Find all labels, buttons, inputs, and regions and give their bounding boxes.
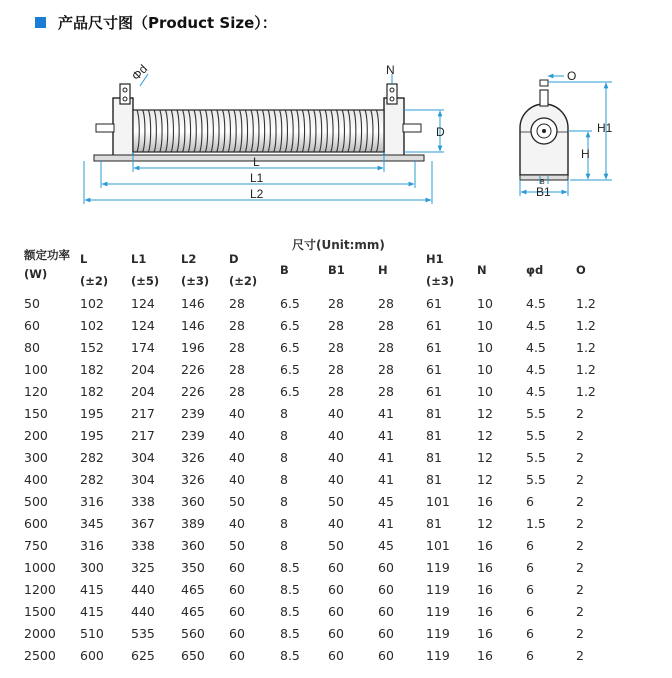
table-cell: 6: [526, 581, 534, 597]
table-cell: 28: [378, 339, 394, 355]
table-cell: 600: [80, 647, 104, 663]
column-header-tolerance: (±3): [181, 274, 210, 288]
table-cell: 4.5: [526, 317, 546, 333]
table-cell: 5.5: [526, 405, 546, 421]
table-row: [20, 556, 620, 578]
table-cell: 345: [80, 515, 104, 531]
table-cell: 28: [378, 317, 394, 333]
label-h: H: [581, 147, 590, 161]
resistor-side-view: [94, 84, 424, 161]
table-cell: 16: [477, 647, 493, 663]
table-cell: 50: [229, 537, 245, 553]
table-cell: 102: [80, 317, 104, 333]
table-cell: 119: [426, 603, 450, 619]
table-cell: 204: [131, 361, 155, 377]
column-header: [422, 248, 473, 292]
table-cell: 40: [328, 449, 344, 465]
table-cell: 440: [131, 603, 155, 619]
column-header-label: H1: [426, 252, 444, 266]
table-cell: 300: [24, 449, 48, 465]
table-cell: 60: [229, 559, 245, 575]
table-cell: 60: [24, 317, 40, 333]
table-cell: 8.5: [280, 581, 300, 597]
table-cell: 16: [477, 581, 493, 597]
table-cell: 8.5: [280, 647, 300, 663]
table-cell: 560: [181, 625, 205, 641]
table-cell: 28: [378, 383, 394, 399]
table-cell: 182: [80, 361, 104, 377]
table-cell: 60: [328, 647, 344, 663]
table-cell: 217: [131, 427, 155, 443]
table-cell: 650: [181, 647, 205, 663]
table-row: [20, 534, 620, 556]
table-cell: 60: [378, 559, 394, 575]
table-cell: 41: [378, 515, 394, 531]
column-header-label: N: [477, 263, 487, 277]
table-cell: 6: [526, 603, 534, 619]
table-cell: 60: [328, 603, 344, 619]
label-b: B: [540, 179, 545, 186]
table-cell: 2: [576, 603, 584, 619]
table-cell: 8: [280, 471, 288, 487]
table-cell: 60: [229, 625, 245, 641]
label-n: N: [386, 63, 395, 77]
column-header: [177, 248, 225, 292]
table-cell: 226: [181, 361, 205, 377]
table-cell: 535: [131, 625, 155, 641]
table-cell: 60: [229, 647, 245, 663]
table-cell: 1.5: [526, 515, 546, 531]
table-cell: 195: [80, 405, 104, 421]
table-cell: 60: [378, 625, 394, 641]
table-cell: 2: [576, 625, 584, 641]
table-cell: 326: [181, 449, 205, 465]
table-cell: 60: [378, 647, 394, 663]
table-cell: 28: [328, 361, 344, 377]
table-cell: 12: [477, 515, 493, 531]
table-cell: 226: [181, 383, 205, 399]
label-d: D: [436, 125, 445, 139]
table-row: [20, 644, 620, 666]
table-cell: 28: [378, 295, 394, 311]
table-cell: 4.5: [526, 383, 546, 399]
table-cell: 41: [378, 427, 394, 443]
table-cell: 174: [131, 339, 155, 355]
label-phi-d: Φd: [128, 61, 151, 84]
table-cell: 28: [328, 295, 344, 311]
table-cell: 28: [229, 361, 245, 377]
table-row: [20, 600, 620, 622]
table-cell: 40: [229, 515, 245, 531]
table-cell: 60: [229, 603, 245, 619]
table-cell: 1000: [24, 559, 56, 575]
table-cell: 2: [576, 427, 584, 443]
table-cell: 6: [526, 537, 534, 553]
label-l: L: [253, 155, 260, 169]
table-row: [20, 380, 620, 402]
table-cell: 60: [378, 603, 394, 619]
table-cell: 217: [131, 405, 155, 421]
spec-table: [20, 248, 620, 666]
table-cell: 465: [181, 581, 205, 597]
table-cell: 28: [328, 317, 344, 333]
table-cell: 600: [24, 515, 48, 531]
table-cell: 8.5: [280, 603, 300, 619]
table-cell: 16: [477, 603, 493, 619]
left-bracket: [113, 98, 133, 156]
column-header-label: φd: [526, 263, 544, 277]
table-cell: 182: [80, 383, 104, 399]
table-cell: 500: [24, 493, 48, 509]
table-cell: 196: [181, 339, 205, 355]
table-row: [20, 468, 620, 490]
table-cell: 2: [576, 515, 584, 531]
table-cell: 6.5: [280, 361, 300, 377]
right-bracket: [384, 98, 404, 156]
table-cell: 12: [477, 427, 493, 443]
column-header-label: B1: [328, 263, 345, 277]
table-cell: 124: [131, 317, 155, 333]
table-cell: 120: [24, 383, 48, 399]
table-cell: 415: [80, 581, 104, 597]
table-row: [20, 358, 620, 380]
table-cell: 1.2: [576, 339, 596, 355]
column-header-label: B: [280, 263, 289, 277]
table-cell: 4.5: [526, 339, 546, 355]
table-cell: 6: [526, 493, 534, 509]
column-header: [324, 248, 374, 292]
table-cell: 10: [477, 295, 493, 311]
table-cell: 1500: [24, 603, 56, 619]
table-cell: 625: [131, 647, 155, 663]
table-cell: 10: [477, 339, 493, 355]
table-cell: 239: [181, 427, 205, 443]
table-cell: 28: [328, 383, 344, 399]
table-cell: 16: [477, 625, 493, 641]
table-cell: 200: [24, 427, 48, 443]
table-cell: 2: [576, 405, 584, 421]
table-cell: 2: [576, 581, 584, 597]
table-cell: 40: [328, 471, 344, 487]
table-cell: 440: [131, 581, 155, 597]
table-cell: 81: [426, 471, 442, 487]
table-cell: 8: [280, 405, 288, 421]
table-cell: 10: [477, 383, 493, 399]
table-cell: 60: [378, 581, 394, 597]
table-cell: 81: [426, 405, 442, 421]
label-l1: L1: [250, 171, 264, 185]
table-cell: 41: [378, 405, 394, 421]
table-cell: 61: [426, 361, 442, 377]
table-cell: 2: [576, 647, 584, 663]
table-cell: 28: [229, 317, 245, 333]
table-cell: 12: [477, 471, 493, 487]
table-row: [20, 424, 620, 446]
table-cell: 1.2: [576, 295, 596, 311]
table-cell: 50: [328, 537, 344, 553]
table-cell: 28: [229, 339, 245, 355]
table-cell: 304: [131, 471, 155, 487]
table-cell: 304: [131, 449, 155, 465]
table-cell: 6.5: [280, 339, 300, 355]
heading-bullet-square: [35, 17, 46, 28]
column-header-tolerance: (±3): [426, 274, 455, 288]
table-cell: 2: [576, 449, 584, 465]
table-cell: 80: [24, 339, 40, 355]
table-cell: 326: [181, 471, 205, 487]
column-header-tolerance: (±5): [131, 274, 160, 288]
table-cell: 50: [24, 295, 40, 311]
column-header: [225, 248, 276, 292]
table-cell: 338: [131, 537, 155, 553]
table-row: [20, 292, 620, 314]
table-cell: 124: [131, 295, 155, 311]
table-cell: 28: [229, 383, 245, 399]
table-row: [20, 336, 620, 358]
unit-caption: 尺寸(Unit:mm): [292, 238, 385, 252]
table-row: [20, 622, 620, 644]
table-cell: 61: [426, 317, 442, 333]
label-h1: H1: [597, 121, 613, 135]
table-cell: 10: [477, 361, 493, 377]
table-cell: 510: [80, 625, 104, 641]
table-cell: 8: [280, 449, 288, 465]
table-cell: 16: [477, 537, 493, 553]
table-cell: 1200: [24, 581, 56, 597]
table-cell: 61: [426, 383, 442, 399]
table-cell: 119: [426, 647, 450, 663]
table-cell: 50: [229, 493, 245, 509]
column-header: [473, 248, 522, 292]
table-cell: 2: [576, 537, 584, 553]
table-cell: 5.5: [526, 427, 546, 443]
table-cell: 8.5: [280, 559, 300, 575]
table-cell: 60: [229, 581, 245, 597]
column-header: [127, 248, 177, 292]
column-header: [20, 248, 76, 292]
column-header-tolerance: (W): [24, 267, 48, 281]
table-cell: 6: [526, 625, 534, 641]
table-cell: 45: [378, 493, 394, 509]
column-header-label: O: [576, 263, 586, 277]
table-cell: 40: [229, 405, 245, 421]
column-header-label: H: [378, 263, 388, 277]
table-cell: 360: [181, 537, 205, 553]
table-cell: 5.5: [526, 449, 546, 465]
table-header-row: [20, 248, 620, 292]
column-header-label: D: [229, 252, 239, 266]
table-row: [20, 446, 620, 468]
table-cell: 60: [328, 581, 344, 597]
column-header-label: 额定功率: [24, 248, 70, 262]
table-cell: 40: [328, 405, 344, 421]
column-header: [76, 248, 127, 292]
table-cell: 45: [378, 537, 394, 553]
table-cell: 316: [80, 537, 104, 553]
table-cell: 101: [426, 537, 450, 553]
column-header-label: L: [80, 252, 88, 266]
table-cell: 81: [426, 427, 442, 443]
table-cell: 1.2: [576, 317, 596, 333]
table-cell: 28: [229, 295, 245, 311]
column-header: [522, 248, 572, 292]
table-cell: 61: [426, 339, 442, 355]
column-header: [276, 248, 324, 292]
table-cell: 12: [477, 449, 493, 465]
table-cell: 2000: [24, 625, 56, 641]
table-cell: 389: [181, 515, 205, 531]
table-cell: 41: [378, 471, 394, 487]
table-cell: 2: [576, 471, 584, 487]
label-o: O: [567, 69, 577, 83]
table-cell: 8: [280, 537, 288, 553]
column-header-label: L2: [181, 252, 197, 266]
table-cell: 750: [24, 537, 48, 553]
product-size-diagram: [0, 52, 672, 212]
table-cell: 101: [426, 493, 450, 509]
table-cell: 119: [426, 625, 450, 641]
table-cell: 465: [181, 603, 205, 619]
table-cell: 367: [131, 515, 155, 531]
table-cell: 41: [378, 449, 394, 465]
table-cell: 28: [328, 339, 344, 355]
table-cell: 152: [80, 339, 104, 355]
table-cell: 6: [526, 647, 534, 663]
table-cell: 6.5: [280, 295, 300, 311]
table-cell: 325: [131, 559, 155, 575]
table-cell: 60: [328, 625, 344, 641]
column-header-tolerance: (±2): [80, 274, 109, 288]
column-header: [374, 248, 422, 292]
table-cell: 300: [80, 559, 104, 575]
table-cell: 16: [477, 559, 493, 575]
table-cell: 400: [24, 471, 48, 487]
table-row: [20, 402, 620, 424]
table-cell: 239: [181, 405, 205, 421]
table-cell: 12: [477, 405, 493, 421]
table-cell: 8: [280, 493, 288, 509]
table-cell: 60: [328, 559, 344, 575]
table-cell: 8.5: [280, 625, 300, 641]
table-cell: 28: [378, 361, 394, 377]
table-cell: 119: [426, 559, 450, 575]
table-cell: 100: [24, 361, 48, 377]
table-cell: 81: [426, 449, 442, 465]
table-cell: 61: [426, 295, 442, 311]
table-cell: 2500: [24, 647, 56, 663]
table-cell: 81: [426, 515, 442, 531]
table-cell: 8: [280, 515, 288, 531]
table-cell: 360: [181, 493, 205, 509]
table-cell: 40: [328, 515, 344, 531]
table-cell: 316: [80, 493, 104, 509]
heading-title: 产品尺寸图（Product Size）：: [58, 13, 277, 32]
table-cell: 6.5: [280, 317, 300, 333]
resistor-end-view: [520, 80, 568, 180]
table-cell: 146: [181, 317, 205, 333]
table-cell: 119: [426, 581, 450, 597]
table-cell: 40: [229, 427, 245, 443]
table-row: [20, 314, 620, 336]
table-cell: 350: [181, 559, 205, 575]
table-cell: 4.5: [526, 295, 546, 311]
table-cell: 102: [80, 295, 104, 311]
table-cell: 1.2: [576, 361, 596, 377]
table-cell: 16: [477, 493, 493, 509]
table-cell: 146: [181, 295, 205, 311]
label-b1: B1: [536, 185, 551, 199]
table-cell: 4.5: [526, 361, 546, 377]
table-cell: 8: [280, 427, 288, 443]
table-cell: 6.5: [280, 383, 300, 399]
table-row: [20, 490, 620, 512]
table-cell: 1.2: [576, 383, 596, 399]
table-cell: 282: [80, 449, 104, 465]
table-cell: 204: [131, 383, 155, 399]
table-cell: 40: [328, 427, 344, 443]
column-header-tolerance: (±2): [229, 274, 258, 288]
table-cell: 6: [526, 559, 534, 575]
table-cell: 2: [576, 493, 584, 509]
table-cell: 40: [229, 471, 245, 487]
table-cell: 5.5: [526, 471, 546, 487]
table-cell: 338: [131, 493, 155, 509]
table-cell: 50: [328, 493, 344, 509]
table-row: [20, 578, 620, 600]
column-header-label: L1: [131, 252, 147, 266]
table-cell: 415: [80, 603, 104, 619]
column-header: [572, 248, 620, 292]
table-cell: 195: [80, 427, 104, 443]
table-row: [20, 512, 620, 534]
table-cell: 40: [229, 449, 245, 465]
table-cell: 10: [477, 317, 493, 333]
section-heading: [35, 10, 277, 34]
table-cell: 150: [24, 405, 48, 421]
table-cell: 2: [576, 559, 584, 575]
table-cell: 282: [80, 471, 104, 487]
label-l2: L2: [250, 187, 264, 201]
